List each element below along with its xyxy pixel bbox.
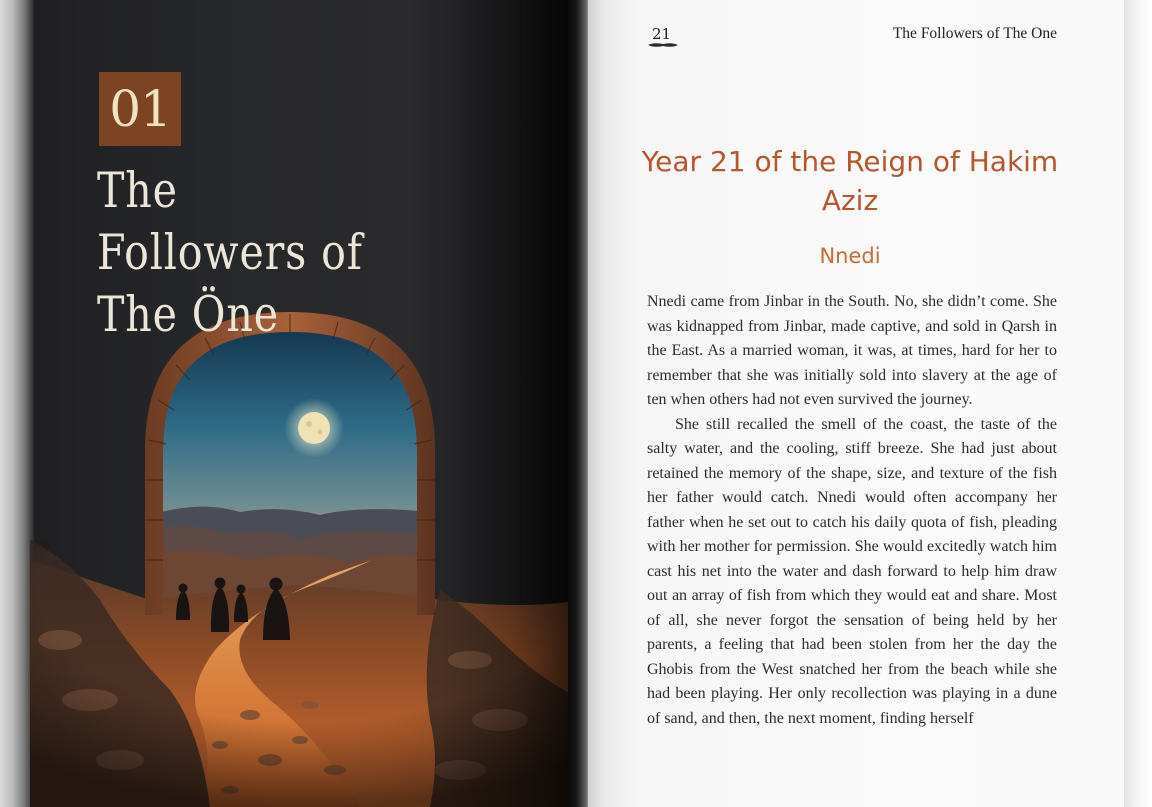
body-text [647, 290, 1057, 731]
running-head: The Followers of The One [892, 25, 1057, 42]
section-subtitle: Nnedi [819, 244, 881, 268]
section-title: Year 21 of the Reign of Hakim Aziz [641, 145, 1059, 217]
chapter-number-badge: 01 [99, 72, 181, 146]
paragraph: Nnedi came from Jinbar in the South. No, she didn’t come. She was kidnapped from Jinbar, made captive, and sold in Qarsh in the East. As a married woman, it was, at times, hard for her to remember that she was initially sold into slavery at the age of ten when others had not even survived the journey. [647, 293, 1057, 408]
moon [298, 412, 330, 444]
page-number-ornament-icon [646, 41, 680, 49]
book-gutter [568, 0, 590, 807]
chapter-title: The Followers of The Öne [97, 162, 363, 343]
right-page-edge [1124, 0, 1152, 807]
paragraph: She still recalled the smell of the coast, the taste of the salty water, and the cooling, stiff breeze. She had just about retained the memory of the shape, size, and texture of the fish her father would catch. Nnedi would often accompany her father when he set out to catch his daily quota of fish, pleading with her mother for permission. She would excitedly watch him cast his net into the water and dash forward to help him draw out an array of fish from which they would eat and share. Most of all, she never forgot the sensation of being held by her parents, a feeling that had been stolen from her the day the Ghobis from the West snatched her from the beach while she had been playing. Her only recollection was playing in a dune of sand, and then, the next moment, finding herself [647, 415, 1057, 727]
page-number: 21 [652, 25, 672, 43]
